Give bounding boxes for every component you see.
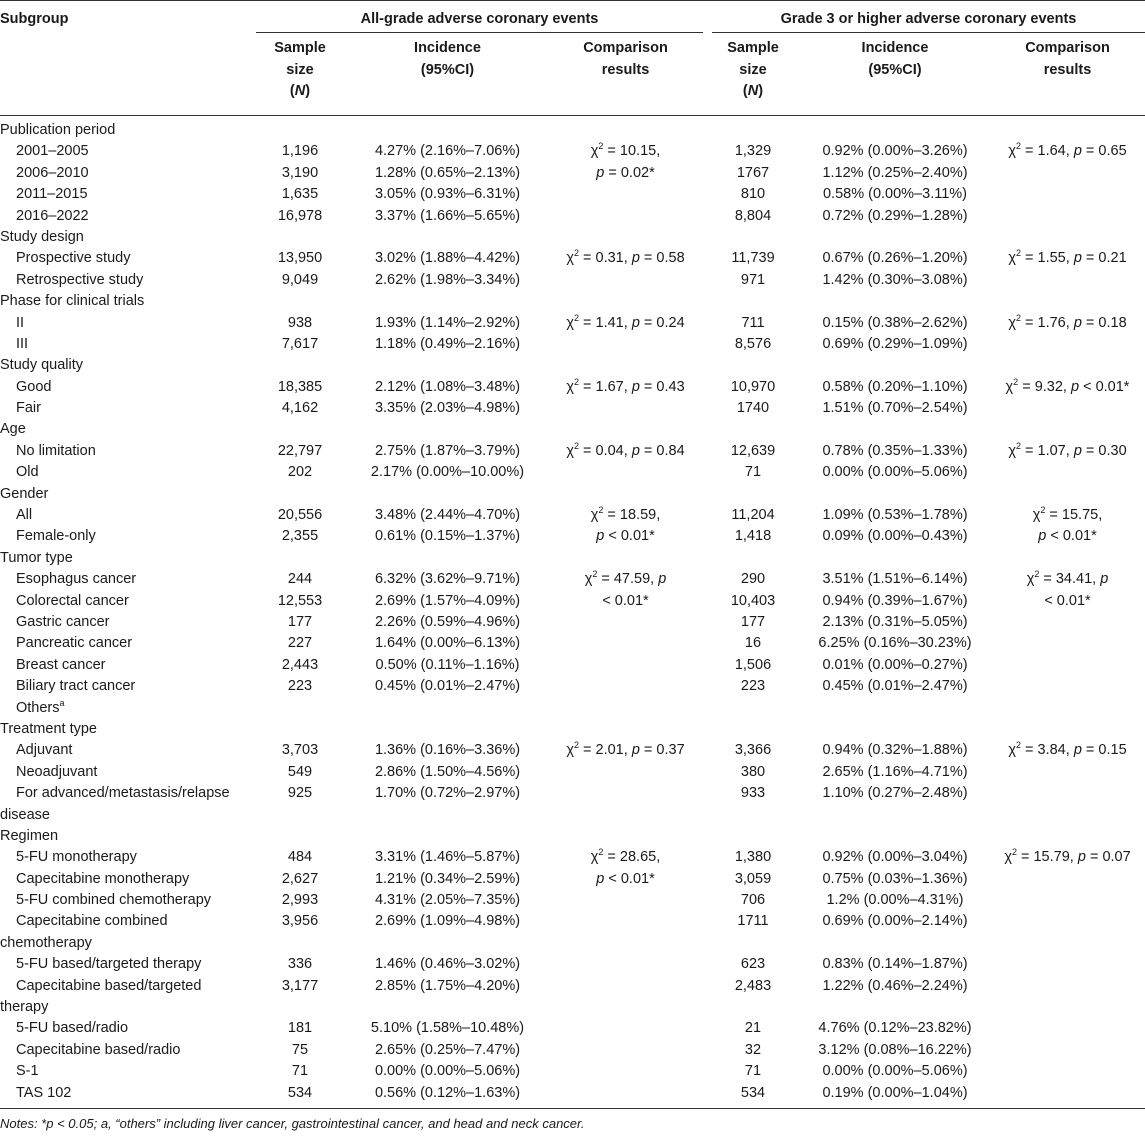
cell-c4: 1,329 xyxy=(734,143,772,160)
cell-c4: 177 xyxy=(740,613,766,630)
cell-c2: 2.62% (1.98%–3.34%) xyxy=(374,271,521,288)
cell-c1: 18,385 xyxy=(277,378,323,395)
subgroup-label: Capecitabine based/radio xyxy=(16,1041,181,1058)
cell-c1: 16,978 xyxy=(277,207,323,224)
cell-c1: 938 xyxy=(287,314,313,331)
cell-c4: 711 xyxy=(741,314,765,331)
subgroup-label: 2011–2015 xyxy=(16,186,88,203)
cell-c1: 3,703 xyxy=(281,742,319,759)
cell-c2: 3.37% (1.66%–5.65%) xyxy=(374,207,521,224)
cell-c4: 706 xyxy=(740,892,766,909)
cell-c5: 0.67% (0.26%–1.20%) xyxy=(822,250,968,267)
category-label: Treatment type xyxy=(0,720,97,737)
cell-c3: < 0.01* xyxy=(602,592,649,609)
cell-c5: 1.42% (0.30%–3.08%) xyxy=(822,271,968,288)
subgroup-label: Prospective study xyxy=(16,250,131,267)
cell-c2: 1.46% (0.46%–3.02%) xyxy=(374,956,521,973)
subgroup-label: therapy xyxy=(0,999,49,1016)
subgroup-label: 5-FU based/radio xyxy=(16,1020,129,1037)
subgroup-label: Neoadjuvant xyxy=(16,763,98,780)
cell-c2: 2.69% (1.09%–4.98%) xyxy=(374,913,521,930)
cell-c1: 336 xyxy=(287,956,313,973)
cell-c3: $\chi^2 = 10.15$, xyxy=(590,141,661,160)
table-row xyxy=(0,377,1145,398)
cell-c5: 4.76% (0.12%–23.82%) xyxy=(818,1020,972,1037)
cell-c3: $\chi^2 = 47.59$, p xyxy=(584,569,667,588)
cell-c4: 10,403 xyxy=(730,592,776,609)
cell-c5: 0.92% (0.00%–3.26%) xyxy=(822,143,968,160)
cell-c1: 534 xyxy=(287,1084,313,1101)
table-row xyxy=(0,1083,1145,1104)
category-label: Age xyxy=(0,421,26,438)
cell-c2: 1.70% (0.72%–2.97%) xyxy=(374,785,521,802)
cell-c1: 3,177 xyxy=(281,977,319,994)
cell-c4: 1711 xyxy=(737,913,769,930)
cell-c6: $\chi^2 = 1.07$, p = 0.30 xyxy=(1008,441,1127,459)
cell-c1: 12,553 xyxy=(277,592,323,609)
cell-c1: 3,190 xyxy=(281,164,319,181)
cell-c5: 0.78% (0.35%–1.33%) xyxy=(822,442,968,459)
cell-c4: 534 xyxy=(740,1084,766,1101)
table-row xyxy=(0,805,1145,826)
cell-c4: 3,366 xyxy=(734,742,772,759)
cell-c3: p < 0.01* xyxy=(596,870,655,887)
cell-c4: 971 xyxy=(740,271,766,288)
cell-c1: 177 xyxy=(287,613,313,630)
cell-c2: 0.61% (0.15%–1.37%) xyxy=(374,528,521,545)
cell-c4: 1,380 xyxy=(734,849,772,866)
top-rule xyxy=(0,0,1145,1)
table-body xyxy=(0,120,1145,1104)
cell-c5: 3.51% (1.51%–6.14%) xyxy=(822,571,968,588)
category-label: Phase for clinical trials xyxy=(0,293,145,310)
cell-c4: 16 xyxy=(744,635,762,652)
col-header-3-line-1: Comparison xyxy=(583,40,668,56)
cell-c1: 7,617 xyxy=(281,335,319,352)
cell-c2: 4.31% (2.05%–7.35%) xyxy=(374,892,521,909)
cell-c5: 0.69% (0.00%–2.14%) xyxy=(822,913,968,930)
subgroup-label: 2006–2010 xyxy=(16,164,89,181)
table-row xyxy=(0,484,1145,505)
cell-c5: 0.09% (0.00%–0.43%) xyxy=(822,528,968,545)
cell-c1: 71 xyxy=(291,1063,309,1080)
cell-c3: $\chi^2 = 0.31$, p = 0.58 xyxy=(566,248,685,267)
cell-c1: 1,196 xyxy=(281,143,319,160)
cell-c5: 1.22% (0.46%–2.24%) xyxy=(822,977,968,994)
cell-c4: 12,639 xyxy=(730,442,776,459)
col-header-3-line-2: results xyxy=(601,61,650,78)
cell-c6: $\chi^2 = 1.64$, p = 0.65 xyxy=(1008,141,1127,160)
cell-c2: 2.75% (1.87%–3.79%) xyxy=(374,442,521,459)
cell-c4: 223 xyxy=(740,678,766,695)
cell-c5: 1.51% (0.70%–2.54%) xyxy=(822,400,968,417)
cell-c1: 549 xyxy=(287,763,313,780)
cell-c6: $\chi^2 = 3.84$, p = 0.15 xyxy=(1008,740,1127,759)
cell-c6: $\chi^2 = 34.41$, p xyxy=(1026,569,1109,588)
cell-c1: 20,556 xyxy=(277,507,323,524)
cell-c1: 484 xyxy=(287,849,313,866)
cell-c6: p < 0.01* xyxy=(1038,528,1097,545)
cell-c2: 2.65% (0.25%–7.47%) xyxy=(374,1041,521,1058)
subgroup-label: Biliary tract cancer xyxy=(16,678,136,695)
table-row xyxy=(0,633,1145,654)
cell-c5: 3.12% (0.08%–16.22%) xyxy=(818,1041,972,1058)
subgroup-label: Capecitabine combined xyxy=(16,913,168,930)
cell-c5: 0.19% (0.00%–1.04%) xyxy=(822,1084,968,1101)
cell-c2: 1.21% (0.34%–2.59%) xyxy=(374,870,521,887)
cell-c2: 0.56% (0.12%–1.63%) xyxy=(374,1084,521,1101)
cell-c4: 21 xyxy=(744,1020,762,1037)
table-row xyxy=(0,291,1145,312)
bottom-rule xyxy=(0,1108,1145,1109)
cell-c1: 181 xyxy=(287,1020,313,1037)
col-header-6-line-2: results xyxy=(1043,61,1092,78)
cell-c2: 3.05% (0.93%–6.31%) xyxy=(374,186,521,203)
cell-c1: 1,635 xyxy=(281,186,319,203)
cell-c5: 0.75% (0.03%–1.36%) xyxy=(822,870,968,887)
subgroup-label: Colorectal cancer xyxy=(16,592,129,609)
col-header-4-line-2: size xyxy=(739,61,767,78)
table-row xyxy=(0,334,1145,355)
cell-c6: $\chi^2 = 9.32$, p < 0.01* xyxy=(1005,376,1130,395)
table-row xyxy=(0,206,1145,227)
cell-c6: $\chi^2 = 15.75$, xyxy=(1032,505,1103,524)
cell-c2: 3.35% (2.03%–4.98%) xyxy=(374,400,521,417)
cell-c6: < 0.01* xyxy=(1044,592,1091,609)
table-row xyxy=(0,163,1145,184)
table-row xyxy=(0,783,1145,804)
cell-c3: $\chi^2 = 0.04$, p = 0.84 xyxy=(566,441,685,459)
table-row xyxy=(0,826,1145,847)
cell-c2: 2.86% (1.50%–4.56%) xyxy=(374,763,521,780)
cell-c1: 4,162 xyxy=(281,400,319,417)
table-row xyxy=(0,890,1145,911)
cell-c3: $\chi^2 = 18.59$, xyxy=(590,505,661,524)
cell-c2: 2.69% (1.57%–4.09%) xyxy=(374,592,521,609)
cell-c2: 1.36% (0.16%–3.36%) xyxy=(374,742,521,759)
cell-c4: 8,804 xyxy=(734,207,772,224)
cell-c1: 22,797 xyxy=(277,442,323,459)
table-row xyxy=(0,270,1145,291)
col-header-5-line-1: Incidence xyxy=(861,40,929,56)
table-row xyxy=(0,526,1145,547)
cell-c3: p = 0.02* xyxy=(596,164,655,181)
cell-c5: 0.94% (0.39%–1.67%) xyxy=(822,592,968,609)
cell-c2: 2.26% (0.59%–4.96%) xyxy=(374,613,521,630)
table-row xyxy=(0,1018,1145,1039)
cell-c3: $\chi^2 = 2.01$, p = 0.37 xyxy=(566,740,685,759)
subgroup-label: Adjuvant xyxy=(16,742,73,759)
col-header-1-line-2: size xyxy=(286,61,314,78)
subgroup-label: Capecitabine monotherapy xyxy=(16,870,190,887)
col-header-2-line-2: (95%CI) xyxy=(420,61,475,78)
table-row xyxy=(0,569,1145,590)
category-label: Study quality xyxy=(0,357,84,374)
cell-c4: 2,483 xyxy=(734,977,772,994)
subgroup-label: Retrospective study xyxy=(16,271,144,288)
cell-c2: 4.27% (2.16%–7.06%) xyxy=(374,143,521,160)
col-header-4-line-1: Sample xyxy=(727,40,779,56)
cell-c4: 3,059 xyxy=(734,870,772,887)
cell-c6: $\chi^2 = 1.76$, p = 0.18 xyxy=(1008,312,1127,331)
cell-c4: 71 xyxy=(744,1063,762,1080)
table-row xyxy=(0,869,1145,890)
col-header-5-line-2: (95%CI) xyxy=(868,61,922,78)
header-group-grade3: Grade 3 or higher adverse coronary events xyxy=(780,11,1077,27)
subgroup-label: Good xyxy=(16,378,52,395)
cell-c2: 2.85% (1.75%–4.20%) xyxy=(374,977,521,994)
cell-c2: 1.93% (1.14%–2.92%) xyxy=(374,314,521,331)
cell-c5: 0.92% (0.00%–3.04%) xyxy=(822,849,968,866)
cell-c5: 0.83% (0.14%–1.87%) xyxy=(822,956,968,973)
subgroup-label: III xyxy=(16,335,29,352)
table-row xyxy=(0,313,1145,334)
cell-c5: 1.2% (0.00%–4.31%) xyxy=(826,892,964,909)
category-label: Tumor type xyxy=(0,549,73,566)
header-subgroup: Subgroup xyxy=(0,11,69,27)
table-row xyxy=(0,1061,1145,1082)
table-row xyxy=(0,505,1145,526)
subgroup-label: 5-FU monotherapy xyxy=(16,849,137,866)
cell-c4: 1,506 xyxy=(734,656,772,673)
cell-c4: 11,739 xyxy=(731,250,775,267)
subgroup-label: chemotherapy xyxy=(0,934,92,951)
table-row xyxy=(0,1040,1145,1061)
cell-c4: 623 xyxy=(740,956,766,973)
cell-c6: $\chi^2 = 1.55$, p = 0.21 xyxy=(1008,248,1127,267)
cell-c4: 933 xyxy=(740,785,766,802)
cell-c1: 9,049 xyxy=(281,271,319,288)
cell-c1: 2,443 xyxy=(281,656,319,673)
table-row xyxy=(0,997,1145,1018)
cell-c5: 1.09% (0.53%–1.78%) xyxy=(822,507,968,524)
subgroup-label: II xyxy=(16,314,25,331)
category-label: Gender xyxy=(0,485,49,502)
cell-c5: 0.69% (0.29%–1.09%) xyxy=(822,335,968,352)
subgroup-label: S-1 xyxy=(16,1063,39,1080)
subgroup-label: Female-only xyxy=(16,528,96,545)
subgroup-label: No limitation xyxy=(16,442,96,459)
cell-c5: 0.72% (0.29%–1.28%) xyxy=(822,207,968,224)
cell-c1: 227 xyxy=(287,635,313,652)
subgroup-label: 5-FU combined chemotherapy xyxy=(16,892,212,909)
subgroup-label: Breast cancer xyxy=(16,656,106,673)
subgroup-label: Capecitabine based/targeted xyxy=(16,977,202,994)
table-row xyxy=(0,655,1145,676)
cell-c2: 2.12% (1.08%–3.48%) xyxy=(374,378,521,395)
category-label: Regimen xyxy=(0,827,59,844)
cell-c1: 2,355 xyxy=(281,528,319,545)
table-row xyxy=(0,612,1145,633)
subgroup-label: disease xyxy=(0,806,50,823)
cell-c2: 3.48% (2.44%–4.70%) xyxy=(374,507,521,524)
cell-c2: 1.18% (0.49%–2.16%) xyxy=(374,335,521,352)
cell-c5: 1.12% (0.25%–2.40%) xyxy=(822,164,968,181)
cell-c2: 6.32% (3.62%–9.71%) xyxy=(374,571,521,588)
cell-c5: 6.25% (0.16%–30.23%) xyxy=(818,635,972,652)
subgroup-label: 2016–2022 xyxy=(16,207,89,224)
subgroup-label: 5-FU based/targeted therapy xyxy=(16,956,202,973)
table-row xyxy=(0,462,1145,483)
cell-c3: p < 0.01* xyxy=(596,528,655,545)
cell-c1: 13,950 xyxy=(277,250,323,267)
cell-c5: 0.00% (0.00%–5.06%) xyxy=(822,1063,968,1080)
cell-c4: 810 xyxy=(740,186,766,203)
col-header-4-line-3: (N) xyxy=(742,83,764,99)
table-row xyxy=(0,355,1145,376)
table-row xyxy=(0,120,1145,141)
table-row xyxy=(0,184,1145,205)
group-rule-1 xyxy=(256,32,703,33)
cell-c1: 3,956 xyxy=(281,913,319,930)
header-rule xyxy=(0,115,1145,116)
table-row xyxy=(0,227,1145,248)
cell-c1: 925 xyxy=(287,785,313,802)
cell-c4: 32 xyxy=(744,1041,762,1058)
cell-c2: 0.45% (0.01%–2.47%) xyxy=(374,678,521,695)
col-header-2-line-1: Incidence xyxy=(414,40,481,56)
cell-c1: 2,993 xyxy=(281,892,319,909)
cell-c3: $\chi^2 = 28.65$, xyxy=(590,847,661,866)
cell-c1: 202 xyxy=(287,464,313,481)
header-group-all-grade: All-grade adverse coronary events xyxy=(360,11,599,27)
cell-c1: 223 xyxy=(287,678,313,695)
table-row xyxy=(0,698,1145,719)
cell-c5: 0.15% (0.38%–2.62%) xyxy=(822,314,968,331)
cell-c1: 2,627 xyxy=(281,870,319,887)
cell-c2: 1.64% (0.00%–6.13%) xyxy=(374,635,521,652)
table-row xyxy=(0,740,1145,761)
cell-c3: $\chi^2 = 1.41$, p = 0.24 xyxy=(566,312,685,331)
cell-c3: $\chi^2 = 1.67$, p = 0.43 xyxy=(566,376,685,395)
cell-c6: $\chi^2 = 15.79$, p = 0.07 xyxy=(1004,847,1131,866)
table-row xyxy=(0,847,1145,868)
cell-c4: 290 xyxy=(740,571,766,588)
cell-c2: 3.02% (1.88%–4.42%) xyxy=(374,250,521,267)
subgroup-label: Old xyxy=(16,464,39,481)
subgroup-label: Gastric cancer xyxy=(16,613,110,630)
cell-c2: 5.10% (1.58%–10.48%) xyxy=(370,1020,525,1037)
table-row xyxy=(0,762,1145,783)
table-row xyxy=(0,441,1145,462)
col-header-1-line-3: (N) xyxy=(289,83,311,99)
cell-c1: 75 xyxy=(291,1041,309,1058)
subgroup-label: Others$^a$ xyxy=(16,697,65,716)
cell-c5: 0.58% (0.20%–1.10%) xyxy=(822,378,968,395)
table-row xyxy=(0,591,1145,612)
table-notes: Notes: *p < 0.05; a, “others” including liver cancer, gastrointestinal cancer, and head and neck cancer. xyxy=(0,1116,585,1131)
subgroup-label: Fair xyxy=(16,400,41,417)
col-header-6-line-1: Comparison xyxy=(1025,40,1110,56)
table-row xyxy=(0,141,1145,162)
category-label: Study design xyxy=(0,228,84,245)
cell-c2: 1.28% (0.65%–2.13%) xyxy=(374,164,521,181)
cell-c5: 0.58% (0.00%–3.11%) xyxy=(822,186,968,203)
cell-c2: 0.50% (0.11%–1.16%) xyxy=(375,656,520,673)
group-rule-2 xyxy=(712,32,1145,33)
cell-c5: 2.65% (1.16%–4.71%) xyxy=(822,763,968,780)
cell-c4: 1,418 xyxy=(734,528,772,545)
cell-c2: 3.31% (1.46%–5.87%) xyxy=(374,849,521,866)
table-row xyxy=(0,548,1145,569)
table-row xyxy=(0,933,1145,954)
cell-c4: 1767 xyxy=(736,164,770,181)
table-row xyxy=(0,248,1145,269)
table-row xyxy=(0,676,1145,697)
cell-c5: 0.01% (0.00%–0.27%) xyxy=(822,656,968,673)
cell-c5: 0.45% (0.01%–2.47%) xyxy=(822,678,968,695)
cell-c1: 244 xyxy=(287,571,313,588)
subgroup-label: For advanced/metastasis/relapse xyxy=(16,785,230,802)
cell-c4: 11,204 xyxy=(731,507,775,524)
col-header-1-line-1: Sample xyxy=(274,40,326,56)
cell-c5: 1.10% (0.27%–2.48%) xyxy=(822,785,968,802)
cell-c4: 71 xyxy=(744,464,762,481)
subgroup-label: Esophagus cancer xyxy=(16,571,137,588)
table-row xyxy=(0,419,1145,440)
table-row xyxy=(0,954,1145,975)
subgroup-label: 2001–2005 xyxy=(16,143,89,160)
subgroup-label: All xyxy=(16,507,33,524)
cell-c4: 8,576 xyxy=(734,335,772,352)
cell-c4: 1740 xyxy=(736,400,770,417)
subgroup-label: TAS 102 xyxy=(16,1084,72,1101)
table-row xyxy=(0,719,1145,740)
cell-c2: 0.00% (0.00%–5.06%) xyxy=(374,1063,521,1080)
subgroup-label: Pancreatic cancer xyxy=(16,635,133,652)
table-row xyxy=(0,398,1145,419)
cell-c4: 10,970 xyxy=(730,378,776,395)
table-row xyxy=(0,911,1145,932)
cell-c2: 2.17% (0.00%–10.00%) xyxy=(370,464,525,481)
cell-c4: 380 xyxy=(740,763,766,780)
cell-c5: 0.94% (0.32%–1.88%) xyxy=(822,742,968,759)
cell-c5: 2.13% (0.31%–5.05%) xyxy=(822,613,968,630)
table-row xyxy=(0,976,1145,997)
category-label: Publication period xyxy=(0,122,116,138)
cell-c5: 0.00% (0.00%–5.06%) xyxy=(822,464,968,481)
